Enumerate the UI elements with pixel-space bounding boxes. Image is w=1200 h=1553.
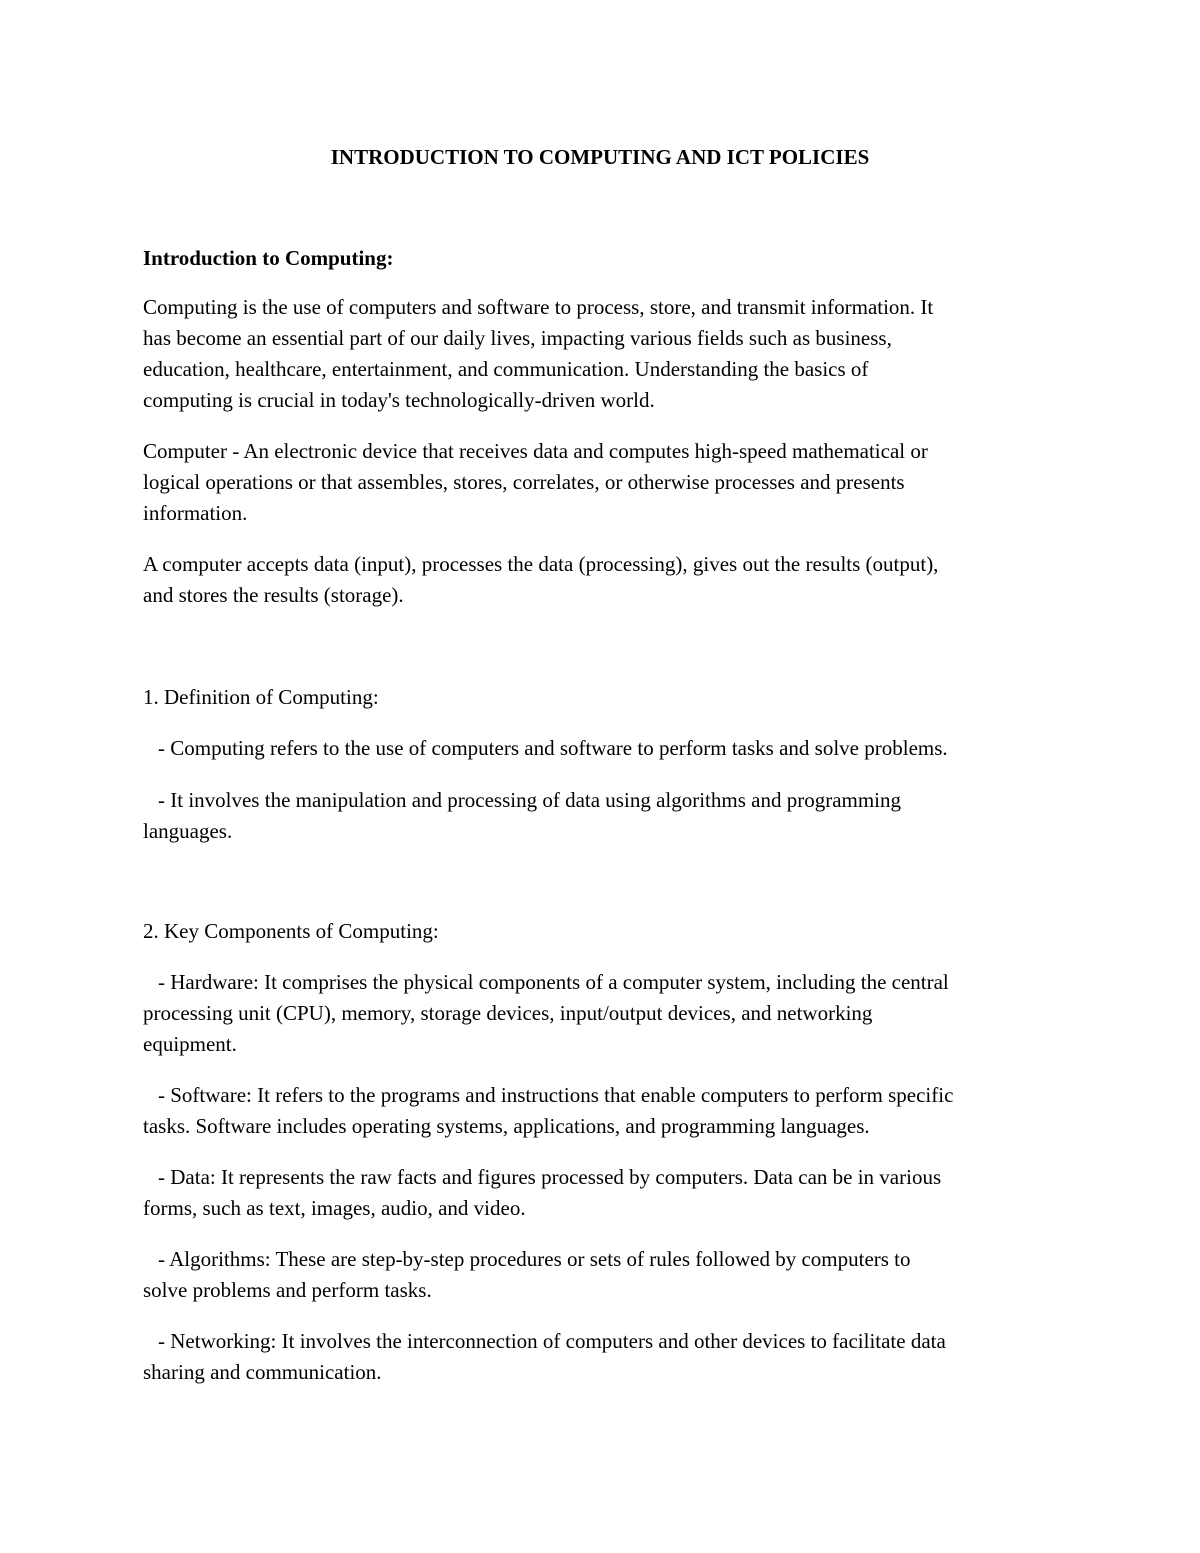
component-point-algorithms: [143, 1244, 1058, 1306]
text-line: solve problems and perform tasks.: [143, 1278, 432, 1302]
text-line: languages.: [143, 819, 233, 843]
section-heading: Introduction to Computing:: [143, 246, 394, 270]
text-line: sharing and communication.: [143, 1360, 382, 1384]
components-heading: 2. Key Components of Computing:: [143, 919, 439, 943]
text-line: - Algorithms: These are step-by-step procedures or sets of rules followed by computers to: [158, 1247, 911, 1271]
definition-point: [143, 785, 1058, 847]
text-line: A computer accepts data (input), processes the data (processing), gives out the results (output),: [143, 552, 939, 576]
text-line: - It involves the manipulation and processing of data using algorithms and programming: [158, 788, 902, 812]
definition-point: [143, 733, 1058, 764]
computer-cycle-paragraph: [143, 549, 1058, 611]
text-line: equipment.: [143, 1032, 237, 1056]
text-line: and stores the results (storage).: [143, 583, 404, 607]
text-line: - Hardware: It comprises the physical components of a computer system, including the central: [158, 970, 949, 994]
component-point-software: [143, 1080, 1058, 1142]
text-line: forms, such as text, images, audio, and video.: [143, 1196, 526, 1220]
text-line: information.: [143, 501, 248, 525]
component-point-networking: [143, 1326, 1058, 1388]
text-line: Computer - An electronic device that receives data and computes high-speed mathematical or: [143, 439, 928, 463]
text-line: computing is crucial in today's technologically-driven world.: [143, 388, 655, 412]
text-line: tasks. Software includes operating systems, applications, and programming languages.: [143, 1114, 870, 1138]
text-line: - Computing refers to the use of computers and software to perform tasks and solve problems.: [158, 736, 948, 760]
intro-paragraph: [143, 292, 1058, 416]
text-line: - Data: It represents the raw facts and figures processed by computers. Data can be in various: [158, 1165, 942, 1189]
document-title: INTRODUCTION TO COMPUTING AND ICT POLICIES: [330, 145, 870, 169]
text-line: processing unit (CPU), memory, storage devices, input/output devices, and networking: [143, 1001, 873, 1025]
text-line: - Software: It refers to the programs and instructions that enable computers to perform specific: [158, 1083, 954, 1107]
computer-definition-paragraph: [143, 436, 1058, 529]
component-point-hardware: [143, 967, 1058, 1060]
text-line: logical operations or that assembles, stores, correlates, or otherwise processes and presents: [143, 470, 905, 494]
definition-heading: 1. Definition of Computing:: [143, 685, 379, 709]
text-line: - Networking: It involves the interconnection of computers and other devices to facilitate data: [158, 1329, 946, 1353]
component-point-data: [143, 1162, 1058, 1224]
text-line: has become an essential part of our daily lives, impacting various fields such as business,: [143, 326, 892, 350]
text-line: education, healthcare, entertainment, and communication. Understanding the basics of: [143, 357, 869, 381]
text-line: Computing is the use of computers and software to process, store, and transmit information. It: [143, 295, 934, 319]
